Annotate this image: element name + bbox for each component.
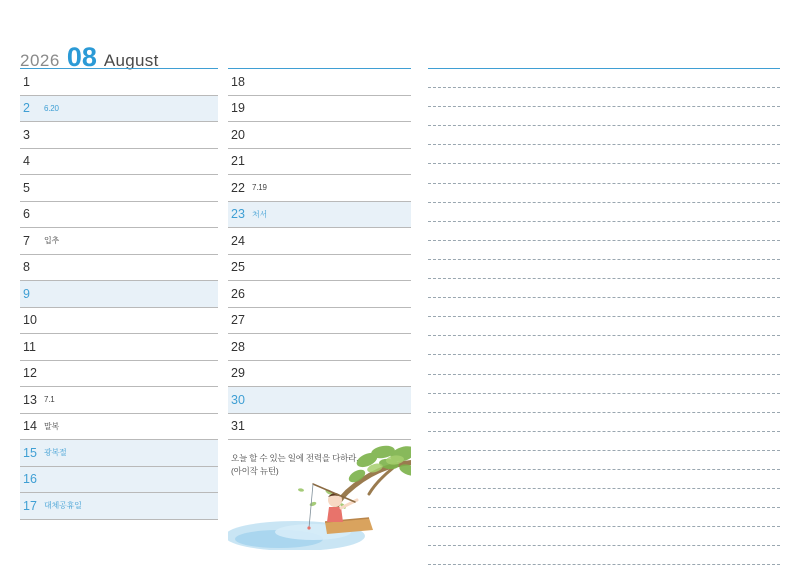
day-number: 31 [231,419,245,434]
note-line[interactable] [428,145,780,164]
note-line[interactable] [428,508,780,527]
notes-column [428,68,780,565]
day-note: 말복 [44,421,60,431]
note-line[interactable] [428,432,780,451]
day-row[interactable] [20,69,218,96]
note-line[interactable] [428,394,780,413]
day-row[interactable] [20,493,218,520]
day-row[interactable] [228,96,411,123]
day-row[interactable] [228,202,411,229]
day-row[interactable] [20,228,218,255]
day-note: 6.20 [44,103,59,113]
day-number: 16 [23,472,37,487]
note-line[interactable] [428,88,780,107]
day-number: 5 [23,180,30,195]
note-line[interactable] [428,222,780,241]
note-line[interactable] [428,107,780,126]
day-number: 25 [231,260,245,275]
day-number: 9 [23,286,30,301]
day-note: 입추 [44,236,60,246]
note-line[interactable] [428,298,780,317]
day-note: 처서 [252,209,268,219]
day-note: 7.19 [252,183,267,193]
day-number: 10 [23,313,37,328]
day-number: 11 [23,339,36,354]
note-line[interactable] [428,527,780,546]
day-number: 27 [231,313,245,328]
note-line[interactable] [428,241,780,260]
day-list-left [20,69,218,520]
day-row[interactable] [20,334,218,361]
day-row[interactable] [20,440,218,467]
day-number: 24 [231,233,245,248]
day-number: 4 [23,154,30,169]
day-number: 29 [231,366,245,381]
day-number: 1 [23,74,30,89]
day-row[interactable] [228,387,411,414]
day-note: 광복절 [44,448,67,458]
note-line[interactable] [428,355,780,374]
note-line[interactable] [428,336,780,355]
day-row[interactable] [228,308,411,335]
illustration-area [228,440,411,550]
day-number: 13 [23,392,37,407]
day-note: 대체공휴일 [44,501,82,511]
day-row[interactable] [20,361,218,388]
day-number: 30 [231,392,245,407]
header-month-name: August [103,51,159,70]
day-row[interactable] [228,334,411,361]
note-line[interactable] [428,451,780,470]
note-line[interactable] [428,260,780,279]
day-number: 15 [23,445,37,460]
day-number: 14 [23,419,37,434]
note-line[interactable] [428,279,780,298]
day-row[interactable] [20,387,218,414]
day-row[interactable] [228,228,411,255]
day-row[interactable] [20,308,218,335]
note-line[interactable] [428,546,780,565]
days-column-left [20,68,218,520]
note-line[interactable] [428,164,780,183]
quote-line-1: 오늘 할 수 있는 일에 전력을 다하라. [231,453,359,463]
day-number: 7 [23,233,30,248]
day-row[interactable] [228,255,411,282]
boy-fishing-under-tree-icon [228,440,411,550]
day-row[interactable] [20,202,218,229]
header-year: 2026 [20,51,60,70]
note-line[interactable] [428,184,780,203]
day-row[interactable] [228,122,411,149]
day-number: 22 [231,180,245,195]
note-line[interactable] [428,489,780,508]
day-row[interactable] [20,414,218,441]
note-line[interactable] [428,126,780,145]
day-row[interactable] [20,281,218,308]
days-column-middle [228,68,411,550]
day-number: 26 [231,286,245,301]
day-number: 18 [231,74,245,89]
day-number: 20 [231,127,245,142]
note-lines[interactable] [428,69,780,565]
day-list-middle [228,69,411,440]
day-number: 3 [23,127,30,142]
note-line[interactable] [428,413,780,432]
day-row[interactable] [20,255,218,282]
day-row[interactable] [20,96,218,123]
day-row[interactable] [228,69,411,96]
day-number: 28 [231,339,245,354]
day-number: 12 [23,366,37,381]
note-line[interactable] [428,470,780,489]
day-number: 17 [23,498,37,513]
note-line[interactable] [428,375,780,394]
note-line[interactable] [428,317,780,336]
day-row[interactable] [228,149,411,176]
day-number: 23 [231,207,245,222]
day-number: 21 [231,154,245,169]
day-row[interactable] [20,149,218,176]
day-number: 6 [23,207,30,222]
day-row[interactable] [20,175,218,202]
note-line[interactable] [428,69,780,88]
note-line[interactable] [428,203,780,222]
day-row[interactable] [228,281,411,308]
day-row[interactable] [228,414,411,441]
day-row[interactable] [20,467,218,494]
day-note: 7.1 [44,395,55,405]
day-number: 19 [231,101,245,116]
day-number: 8 [23,260,30,275]
day-row[interactable] [228,175,411,202]
quote-line-2: (아이작 뉴턴) [231,465,279,476]
day-row[interactable] [20,122,218,149]
day-number: 2 [23,101,30,116]
header-month-number: 08 [66,42,97,72]
day-row[interactable] [228,361,411,388]
